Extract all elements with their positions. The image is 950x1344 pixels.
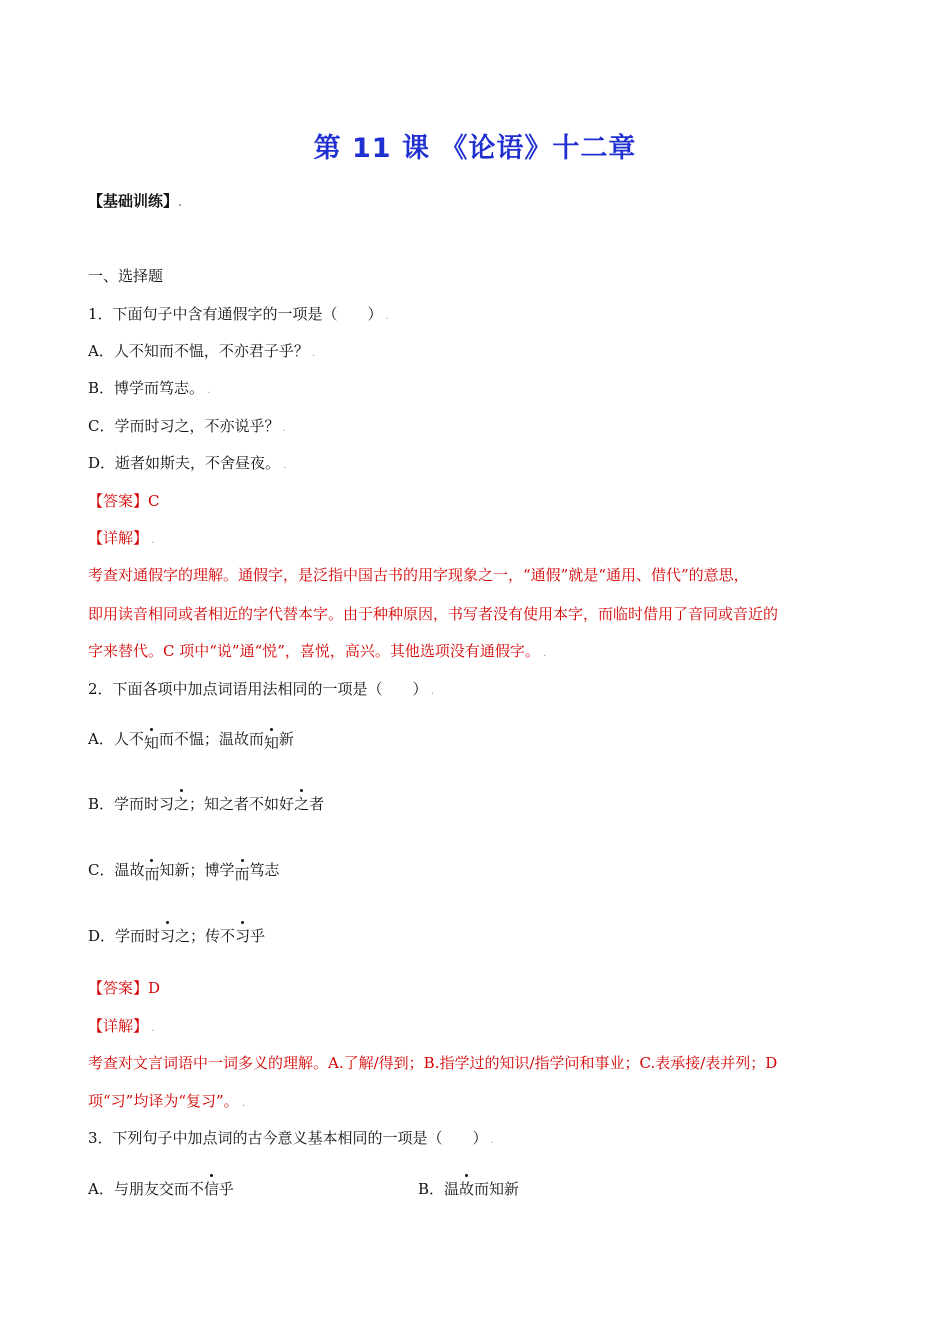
question-2-option-a bbox=[88, 729, 294, 752]
paragraph-mark: . bbox=[148, 1023, 155, 1034]
paragraph-mark: . bbox=[308, 348, 316, 359]
option-text: B．学而时习 bbox=[88, 795, 175, 813]
dotted-word: 之 bbox=[294, 795, 310, 813]
option-text: 知新；博学 bbox=[159, 861, 235, 879]
question-1-option-c bbox=[88, 416, 286, 439]
question-2-explanation-line bbox=[88, 1091, 245, 1114]
question-1-option-a bbox=[88, 341, 315, 364]
dotted-word: 习 bbox=[160, 927, 176, 945]
option-text: C．温故 bbox=[88, 861, 145, 879]
question-1-explanation-line: 即用读音相同或者相近的字代替本字。由于种种原因，书写者没有使用本字，而临时借用了音同或音近的 bbox=[88, 605, 779, 623]
option-text: 而知新 bbox=[474, 1180, 520, 1198]
paragraph-mark: . bbox=[178, 198, 182, 209]
dotted-word: 知 bbox=[143, 734, 159, 752]
question-2-option-d bbox=[88, 926, 265, 946]
option-text: 乎 bbox=[218, 1180, 234, 1198]
paragraph-mark: . bbox=[204, 385, 211, 396]
question-2-option-b bbox=[88, 794, 324, 814]
question-2-stem-text: 2．下面各项中加点词语用法相同的一项是（ ） bbox=[88, 680, 428, 698]
question-1-option-d-text: D．逝者如斯夫，不舍昼夜。 bbox=[88, 454, 281, 472]
paragraph-mark: . bbox=[148, 535, 155, 546]
option-text: A．与朋友交而不 bbox=[88, 1180, 204, 1198]
question-1-option-c-text: C．学而时习之，不亦说乎？ bbox=[88, 417, 280, 435]
option-text: 之；传不 bbox=[175, 927, 236, 945]
question-3-option-a bbox=[88, 1179, 234, 1199]
question-2-stem bbox=[88, 679, 434, 702]
question-1-stem-text: 1．下面句子中含有通假字的一项是（ ） bbox=[88, 305, 383, 323]
paragraph-mark: . bbox=[382, 311, 389, 322]
question-3-option-b bbox=[418, 1179, 519, 1199]
option-text: 乎 bbox=[250, 927, 266, 945]
paragraph-mark: . bbox=[279, 423, 286, 434]
question-2-answer bbox=[88, 978, 160, 998]
question-1-answer bbox=[88, 491, 160, 511]
dotted-word: 故 bbox=[459, 1180, 475, 1198]
paragraph-mark: . bbox=[238, 1098, 246, 1109]
dotted-word: 而 bbox=[144, 865, 160, 883]
question-2-explanation-text: 项“习”均译为“复习”。 bbox=[88, 1092, 239, 1110]
answer-tag: 【答案】 bbox=[88, 492, 149, 510]
option-text: ；知之者不如好 bbox=[189, 795, 295, 813]
option-text: 新 bbox=[278, 730, 294, 748]
question-3-stem bbox=[88, 1128, 494, 1151]
option-text: 笃志 bbox=[249, 861, 280, 879]
option-text: A．人不 bbox=[88, 730, 144, 748]
option-text: 而不愠；温故而 bbox=[158, 730, 264, 748]
question-1-explanation-text: 字来替代。C 项中“说”通“悦”，喜悦，高兴。其他选项没有通假字。 bbox=[88, 642, 540, 660]
question-1-option-b-text: B．博学而笃志。 bbox=[88, 379, 205, 397]
dotted-word: 知 bbox=[263, 734, 279, 752]
question-2-option-c bbox=[88, 860, 280, 883]
detail-tag: 【详解】 bbox=[88, 1017, 149, 1035]
question-2-explanation-line: 考查对文言词语中一词多义的理解。A.了解/得到；B.指学过的知识/指学问和事业；C.表承接/表并列；D bbox=[88, 1054, 778, 1072]
paragraph-mark: . bbox=[487, 1135, 494, 1146]
question-1-option-a-text: A．人不知而不愠，不亦君子乎？ bbox=[88, 342, 309, 360]
option-text: 者 bbox=[309, 795, 325, 813]
paragraph-mark: . bbox=[427, 686, 434, 697]
dotted-word: 之 bbox=[174, 795, 190, 813]
answer-value: C bbox=[148, 492, 160, 510]
section-heading-text: 【基础训练】 bbox=[88, 192, 179, 210]
paragraph-mark: . bbox=[280, 460, 287, 471]
detail-tag: 【详解】 bbox=[88, 529, 149, 547]
question-1-option-d bbox=[88, 453, 286, 476]
paragraph-mark: . bbox=[539, 648, 547, 659]
part-heading bbox=[88, 266, 163, 286]
question-3-stem-text: 3．下列句子中加点词的古今意义基本相同的一项是（ ） bbox=[88, 1129, 488, 1147]
question-1-explanation-line bbox=[88, 641, 546, 664]
page-title: 第 11 课 《论语》十二章 bbox=[313, 133, 637, 164]
section-heading bbox=[88, 190, 182, 211]
question-1-option-b bbox=[88, 378, 210, 401]
answer-tag: 【答案】 bbox=[88, 979, 149, 997]
question-1-detail-tag bbox=[88, 528, 154, 551]
question-2-detail-tag bbox=[88, 1016, 154, 1039]
answer-value: D bbox=[148, 979, 161, 997]
option-text: D．学而时 bbox=[88, 927, 161, 945]
part-heading-text: 一、选择题 bbox=[88, 267, 164, 285]
question-1-stem bbox=[88, 304, 389, 327]
option-text: B．温 bbox=[418, 1180, 460, 1198]
dotted-word: 习 bbox=[235, 927, 251, 945]
dotted-word: 而 bbox=[234, 865, 250, 883]
dotted-word: 信 bbox=[203, 1180, 219, 1198]
question-1-explanation-line: 考查对通假字的理解。通假字，是泛指中国古书的用字现象之一，“通假”就是“通用、借代”的意思， bbox=[88, 566, 749, 584]
